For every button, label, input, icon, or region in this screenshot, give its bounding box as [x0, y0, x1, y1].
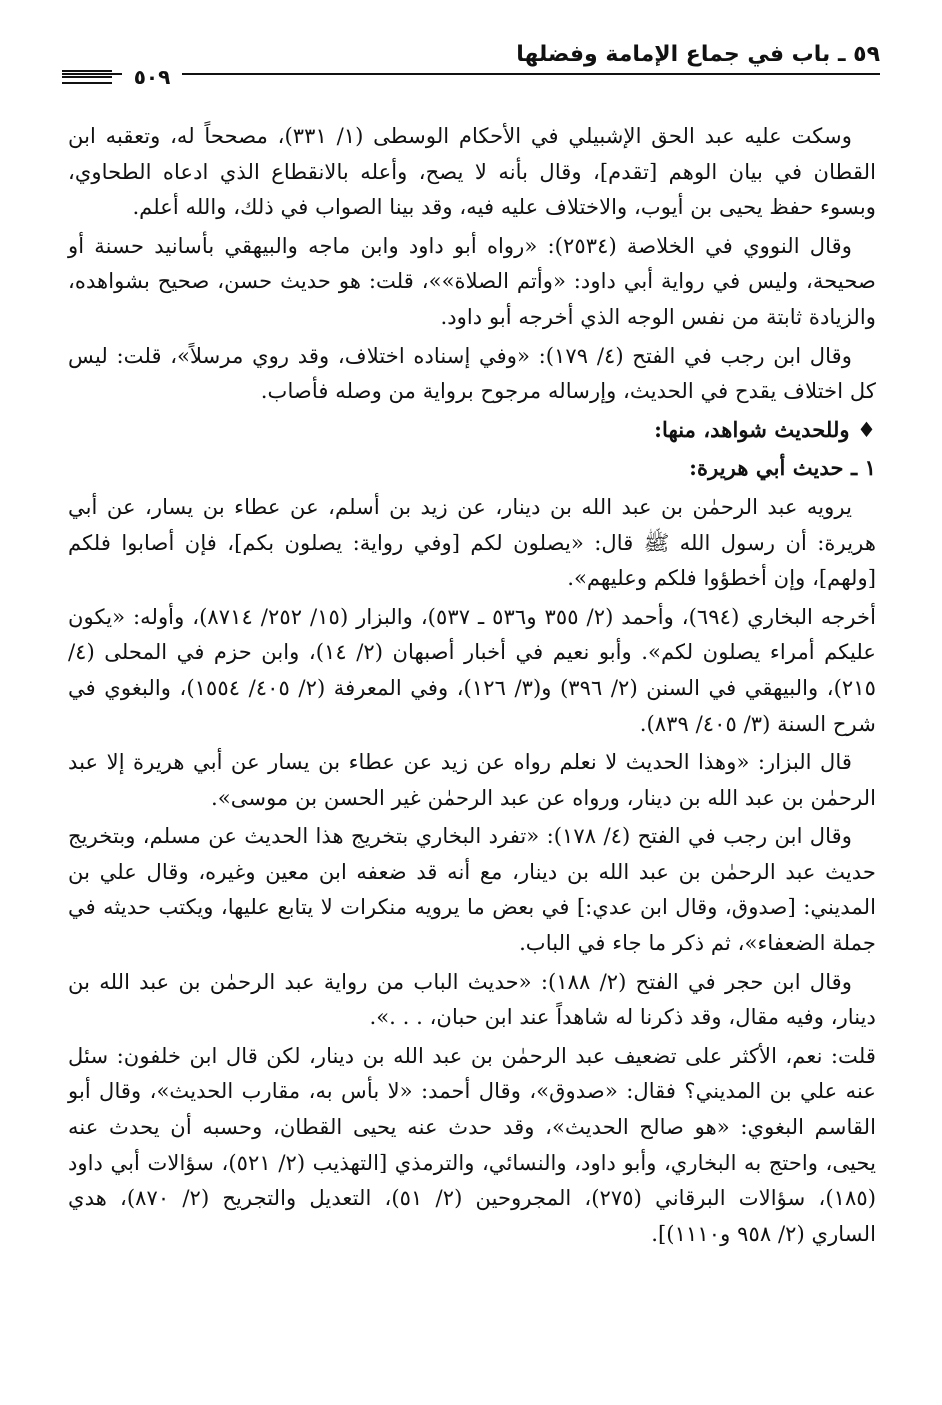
ornament-line — [62, 70, 112, 72]
section-heading — [68, 412, 876, 448]
paragraph: وقال النووي في الخلاصة (٢٥٣٤): «رواه أبو داود وابن ماجه والبيهقي بأسانيد حسنة أو صحيحة، وليس في رواية أبي داود: «وأتم الصلاة»»، قلت: هو حديث حسن، صحيح بشواهده، والزيادة ثابتة من نفس الوجه الذي أخرجه أبو داود. — [68, 232, 876, 329]
paragraph: وقال ابن حجر في الفتح (٢/ ١٨٨): «حديث الباب من رواية عبد الرحمٰن بن عبد الله بن دينار، وفيه مقال، وقد ذكرنا له شاهداً عند ابن حبان، . . .». — [68, 968, 876, 1030]
chapter-title: ٥٩ ـ باب في جماع الإمامة وفضلها — [516, 42, 880, 67]
paragraph: قال البزار: «وهذا الحديث لا نعلم رواه عن زيد عن عطاء بن يسار عن أبي هريرة إلا عبد الرحمٰن بن عبد الله بن دينار، ورواه عن عبد الرحمٰن غير الحسن بن موسى». — [68, 749, 876, 810]
subsection-heading — [68, 450, 876, 486]
page-body — [68, 118, 876, 1254]
paragraph: وقال ابن رجب في الفتح (٤/ ١٧٨): «تفرد البخاري بتخريج هذا الحديث عن مسلم، وبتخريج حديث عبد الرحمٰن بن عبد الله بن دينار، مع أنه قد ضعفه ابن معين وغيره، وقال علي بن المديني: [صدوق، وقال ابن عدي:] في بعض ما يرويه منكرات لا يتابع عليها، ويكتب حديثه في جملة الضعفاء»، ثم ذكر ما جاء في الباب. — [68, 823, 876, 956]
header-rule — [62, 73, 880, 75]
page-number-text: ٥٠٩ — [133, 65, 171, 89]
paragraph: وسكت عليه عبد الحق الإشبيلي في الأحكام الوسطى (١/ ٣٣١)، مصححاً له، وتعقبه ابن القطان في بيان الوهم [تقدم]، وقال بأنه لا يصح، وأعله بالانقطاع الذي ادعاه الطحاوي، وبسوء حفظ يحيى بن أيوب، والاختلاف عليه فيه، وقد بينا الصواب في ذلك، والله أعلم. — [68, 123, 876, 220]
ornament-line — [62, 76, 112, 78]
paragraph: قلت: نعم، الأكثر على تضعيف عبد الرحمٰن بن عبد الله بن دينار، لكن قال ابن خلفون: سئل عنه علي بن المديني؟ فقال: «صدوق»، وقال أحمد: «لا بأس به، مقارب الحديث»، وقال أبو القاسم البغوي: «هو صالح الحديث»، وقد حدث عنه يحيى القطان، وحسبه أن يحدث عنه يحيى، واحتج به البخاري، وأبو داود، والنسائي، والترمذي [التهذيب (٢/ ٥٢١)، سؤالات أبي داود (١٨٥)، سؤالات البرقاني (٢٧٥)، المجروحين (٢/ ٥١)، التعديل والتجريح (٢/ ٨٧٠)، هدي الساري (٢/ ٩٥٨ و١١١٠)]. — [68, 1042, 877, 1246]
paragraph: يرويه عبد الرحمٰن بن عبد الله بن دينار، عن زيد بن أسلم، عن عطاء بن يسار، عن أبي هريرة: أن رسول الله ﷺ قال: «يصلون لكم [وفي رواية: يصلون بكم]، فإن أصابوا فلكم [ولهم]، وإن أخطؤوا فلكم وعليهم». — [68, 493, 876, 591]
section-heading-text: ♦ وللحديث شواهد، منها: — [654, 416, 876, 442]
subsection-heading-text: ١ ـ حديث أبي هريرة: — [689, 455, 876, 481]
page-number — [122, 62, 182, 92]
paragraph: وقال ابن رجب في الفتح (٤/ ١٧٩): «وفي إسناده اختلاف، وقد روي مرسلاً»، قلت: ليس كل اختلاف يقدح في الحديث، وإرساله مرجوح برواية من وصله فأصاب. — [68, 342, 876, 404]
ornament-line — [62, 82, 112, 84]
paragraph: أخرجه البخاري (٦٩٤)، وأحمد (٢/ ٣٥٥ و٥٣٦ ـ ٥٣٧)، والبزار (١٥/ ٢٥٢/ ٨٧١٤)، وأوله: «يكون عليكم أمراء يصلون لكم». وأبو نعيم في أخبار أصبهان (٢/ ١٤)، وابن حزم في المحلى (٤/ ٢١٥)، والبيهقي في السنن (٢/ ٣٩٦) و(٣/ ١٢٦)، وفي المعرفة (٢/ ٤٠٥/ ١٥٥٤)، والبغوي في شرح السنة (٣/ ٤٠٥/ ٨٣٩). — [68, 603, 877, 736]
page-header — [62, 40, 880, 96]
